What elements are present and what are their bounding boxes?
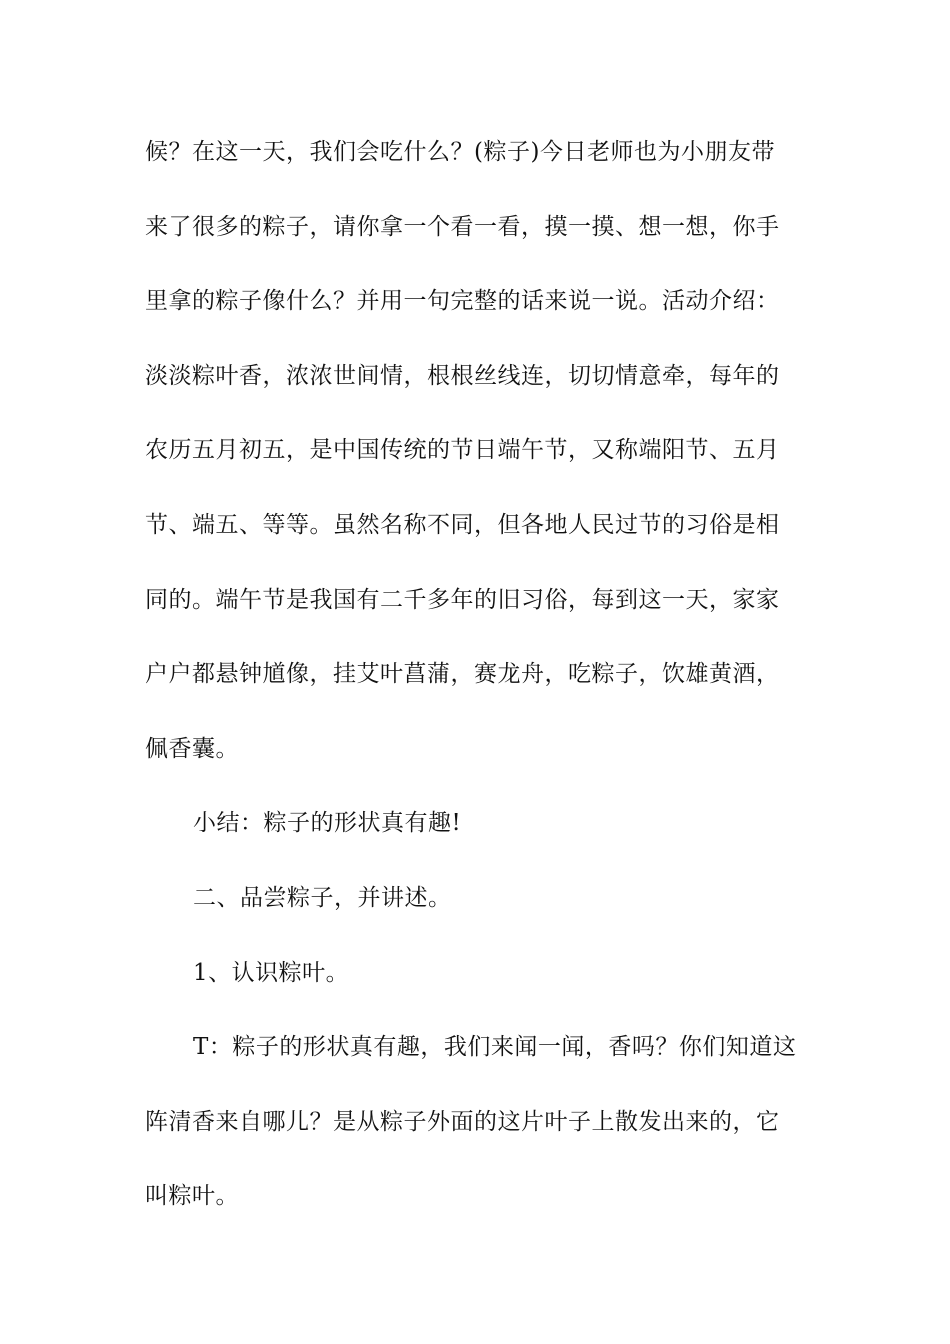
paragraph-line: 同的。端午节是我国有二千多年的旧习俗，每到这一天，家家 (145, 587, 780, 613)
section-heading: 二、品尝粽子，并讲述。 (193, 885, 452, 911)
step-heading: 1、认识粽叶。 (193, 960, 350, 986)
paragraph-line: 节、端五、等等。虽然名称不同，但各地人民过节的习俗是相 (145, 512, 780, 538)
paragraph-line: 阵清香来自哪儿？是从粽子外面的这片叶子上散发出来的，它 (145, 1109, 780, 1135)
paragraph-line: T：粽子的形状真有趣，我们来闻一闻，香吗？你们知道这 (193, 1034, 797, 1060)
paragraph-line: 来了很多的粽子，请你拿一个看一看，摸一摸、想一想，你手 (145, 214, 780, 240)
paragraph-line: 叫粽叶。 (145, 1183, 239, 1209)
summary-line: 小结：粽子的形状真有趣! (193, 810, 462, 836)
paragraph-line: 里拿的粽子像什么？并用一句完整的话来说一说。活动介绍： (145, 288, 780, 314)
paragraph-line: 户户都悬钟馗像，挂艾叶菖蒲，赛龙舟，吃粽子，饮雄黄酒， (145, 661, 780, 687)
paragraph-line: 佩香囊。 (145, 736, 239, 762)
paragraph-line: 淡淡粽叶香，浓浓世间情，根根丝线连，切切情意牵，每年的 (145, 363, 780, 389)
paragraph-line: 候？在这一天，我们会吃什么？(粽子)今日老师也为小朋友带 (145, 139, 775, 165)
paragraph-line: 农历五月初五，是中国传统的节日端午节，又称端阳节、五月 (145, 437, 780, 463)
